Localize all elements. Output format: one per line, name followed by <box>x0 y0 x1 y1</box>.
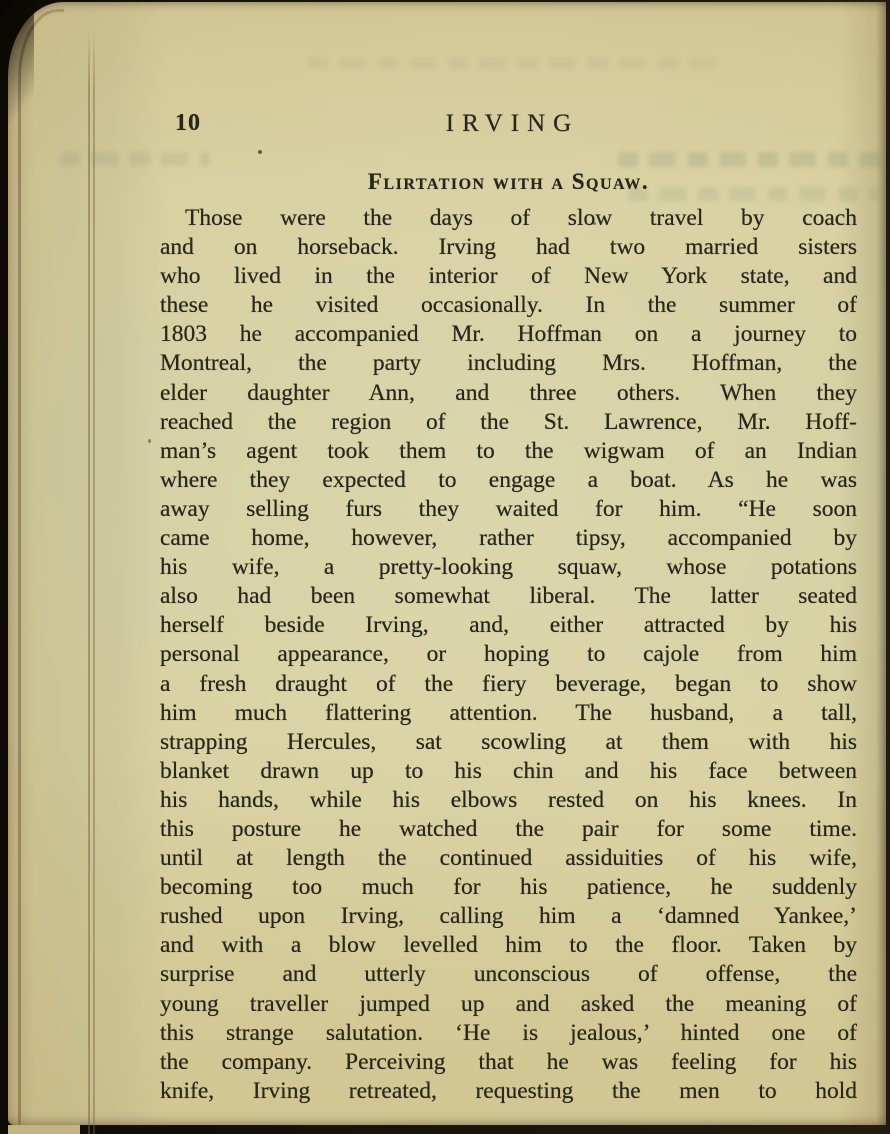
text-line: man’s agent took them to the wigwam of an Indian <box>160 437 857 464</box>
body-text <box>160 204 857 1106</box>
running-head: IRVING <box>445 110 580 137</box>
text-line: who lived in the interior of New York state, and <box>160 263 857 290</box>
text-line: and with a blow levelled him to the floor. Taken by <box>160 932 857 959</box>
text-line: away selling furs they waited for him. “He soon <box>160 495 857 522</box>
text-line: strapping Hercules, sat scowling at them with his <box>160 728 857 755</box>
text-line: knife, Irving retreated, requesting the men to hold <box>160 1077 857 1104</box>
text-line: Those were the days of slow travel by coach <box>185 205 857 231</box>
text-line: the company. Perceiving that he was feeling for his <box>160 1048 857 1075</box>
text-line: reached the region of the St. Lawrence, Mr. Hoff- <box>160 408 857 435</box>
ink-speck <box>148 439 151 443</box>
text-line: becoming too much for his patience, he suddenly <box>160 874 857 901</box>
text-line: 1803 he accompanied Mr. Hoffman on a journey to <box>160 321 857 348</box>
text-line: until at length the continued assiduities of his wife, <box>160 845 857 872</box>
text-line: him much flattering attention. The husband, a tall, <box>160 699 857 726</box>
text-line: young traveller jumped up and asked the meaning of <box>160 990 857 1017</box>
text-line: also had been somewhat liberal. The latter seated <box>160 583 857 610</box>
text-line: surprise and utterly unconscious of offense, the <box>160 961 857 988</box>
text-line: herself beside Irving, and, either attracted by his <box>160 612 857 639</box>
text-line: and on horseback. Irving had two married sisters <box>160 234 857 261</box>
page-edge <box>8 1125 80 1134</box>
page-number: 10 <box>175 110 201 136</box>
page-header <box>160 110 857 144</box>
text-line: his hands, while his elbows rested on his knees. In <box>160 786 857 813</box>
page-edge-crease <box>88 30 96 1134</box>
section-title: Flirtation with a Squaw. <box>367 169 650 194</box>
binding-shadow <box>0 0 34 150</box>
text-line: came home, however, rather tipsy, accompanied by <box>160 525 857 552</box>
book-page <box>8 2 886 1125</box>
text-line: where they expected to engage a boat. As he was <box>160 466 857 493</box>
page-content <box>160 2 857 1125</box>
page-edge-crease <box>18 9 64 1134</box>
text-line: rushed upon Irving, calling him a ‘damned Yankee,’ <box>160 903 857 930</box>
text-line: this posture he watched the pair for some time. <box>160 815 857 842</box>
text-line: elder daughter Ann, and three others. When they <box>160 379 857 406</box>
text-line: his wife, a pretty-looking squaw, whose potations <box>160 554 857 581</box>
text-line: personal appearance, or hoping to cajole from him <box>160 641 857 668</box>
text-line: these he visited occasionally. In the summer of <box>160 292 857 319</box>
text-line: Montreal, the party including Mrs. Hoffman, the <box>160 350 857 377</box>
text-line: this strange salutation. ‘He is jealous,’ hinted one of <box>160 1019 857 1046</box>
text-line: a fresh draught of the fiery beverage, began to show <box>160 670 857 697</box>
text-line: blanket drawn up to his chin and his face between <box>160 757 857 784</box>
